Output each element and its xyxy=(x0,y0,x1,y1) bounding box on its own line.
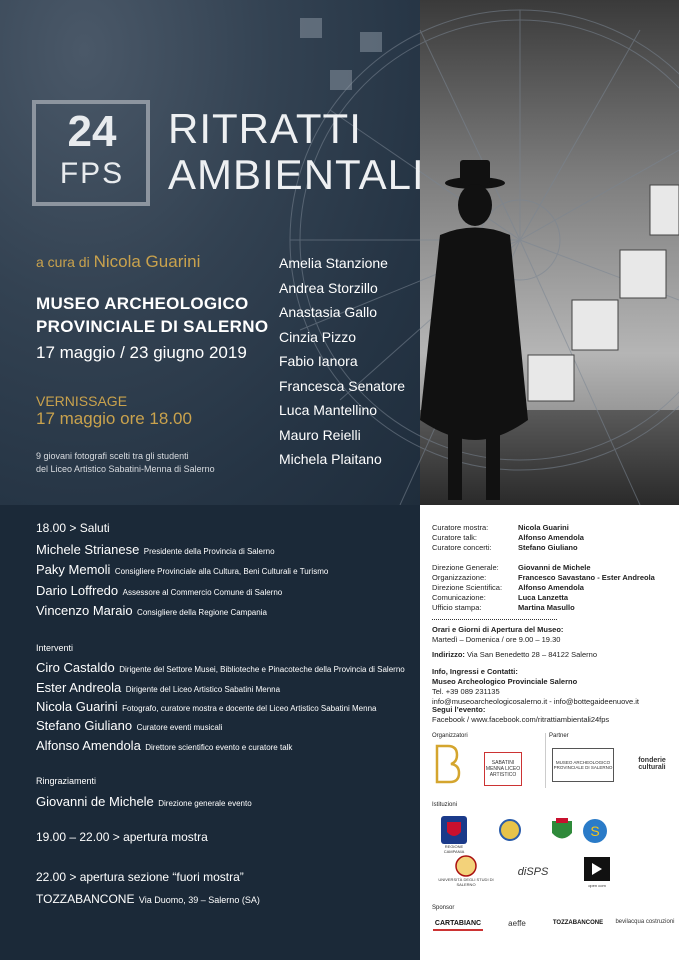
speaker-role: Consigliere della Regione Campania xyxy=(137,608,267,617)
saluti-heading: 18.00 > Saluti xyxy=(36,521,110,535)
staff-key: Ufficio stampa: xyxy=(432,603,482,612)
cartabianca-logo: CARTABIANC xyxy=(433,917,483,931)
aeffe-logo: aeffe xyxy=(508,918,526,928)
greeting-row xyxy=(36,582,282,600)
venue xyxy=(36,292,268,338)
venue-line1: MUSEO ARCHEOLOGICO xyxy=(36,294,249,313)
staff-row xyxy=(432,583,584,592)
speaker-role: Direttore scientifico evento e curatore talk xyxy=(145,743,293,752)
staff-value: Francesco Savastano - Ester Andreola xyxy=(518,573,655,582)
speaker-name: Nicola Guarini xyxy=(36,699,118,714)
regione-label: REGIONE CAMPANIA xyxy=(443,844,465,854)
staff-value: Martina Masullo xyxy=(518,603,575,612)
credit-value: Nicola Guarini xyxy=(518,523,569,532)
speaker-name: Alfonso Amendola xyxy=(36,738,141,753)
note-line2: del Liceo Artistico Sabatini-Menna di Salerno xyxy=(36,464,215,474)
curated-prefix: a cura di xyxy=(36,254,90,270)
fonderie-logo: fonderie culturali xyxy=(638,757,666,771)
interventi-heading: Interventi xyxy=(36,643,74,653)
speaker-name: Dario Loffredo xyxy=(36,583,119,598)
staff-row xyxy=(432,603,575,612)
speaker-name: Giovanni de Michele xyxy=(36,794,154,809)
speaker-role: Direzione generale evento xyxy=(158,799,252,808)
artist-name: Anastasia Gallo xyxy=(279,304,378,320)
staff-row xyxy=(432,573,655,582)
bottega-b-icon xyxy=(434,744,462,784)
credit-value: Alfonso Amendola xyxy=(518,533,584,542)
artists-list xyxy=(279,251,405,472)
vernissage-label: VERNISSAGE xyxy=(36,393,128,409)
opencom-arrow-icon xyxy=(584,857,610,881)
credit-key: Curatore concerti: xyxy=(432,543,492,552)
hours-title: Orari e Giorni di Apertura del Museo: xyxy=(432,625,564,634)
greeting-row xyxy=(36,561,328,579)
address-label: Indirizzo: xyxy=(432,650,465,659)
circle-s-shape-icon xyxy=(582,818,608,844)
curated-by xyxy=(36,252,200,272)
organizzatori-label: Organizzatori xyxy=(432,733,468,739)
speaker-role: Curatore eventi musicali xyxy=(136,723,223,732)
follow-link[interactable]: Facebook / www.facebook.com/ritrattiambientali24fps xyxy=(432,715,610,724)
venue-line2: PROVINCIALE DI SALERNO xyxy=(36,317,269,336)
staff-value: Giovanni de Michele xyxy=(518,563,591,572)
title-line1: RITRATTI xyxy=(168,105,362,152)
speaker-role: Consigliere Provinciale alla Cultura, Beni Culturali e Turismo xyxy=(114,567,329,576)
credit-value: Stefano Giuliano xyxy=(518,543,578,552)
bevilacqua-logo: bevilacqua costruzioni xyxy=(615,919,675,925)
unisa-shape-icon xyxy=(455,855,477,877)
logo-number: 24 xyxy=(67,107,117,156)
thanks-row xyxy=(36,793,252,811)
intervention-row xyxy=(36,717,222,735)
credit-row xyxy=(432,543,578,552)
follow-event xyxy=(432,705,609,725)
staff-key: Direzione Scientifica: xyxy=(432,583,503,592)
tozzabancone-logo: TOZZABANCONE xyxy=(552,920,604,926)
greeting-row xyxy=(36,602,267,620)
hours-text: Martedì – Domenica / ore 9.00 – 19.30 xyxy=(432,635,561,644)
venue-address: Via Duomo, 39 – Salerno (SA) xyxy=(138,895,260,905)
intervention-row xyxy=(36,679,280,697)
regione-crest-icon xyxy=(441,816,467,844)
curator-name: Nicola Guarini xyxy=(93,252,201,271)
exhibition-title xyxy=(168,106,425,198)
venue-name: TOZZABANCONE xyxy=(36,892,135,906)
arrow-right-icon xyxy=(589,861,605,877)
speaker-name: Stefano Giuliano xyxy=(36,718,133,733)
regione-shape-icon xyxy=(445,820,463,840)
speaker-role: Dirigente del Liceo Artistico Sabatini Menna xyxy=(125,685,281,694)
staff-key: Direzione Generale: xyxy=(432,563,499,572)
staff-value: Alfonso Amendola xyxy=(518,583,584,592)
address-text: Via San Benedetto 28 – 84122 Salerno xyxy=(467,650,597,659)
fuori-mostra-line: 22.00 > apertura sezione “fuori mostra” xyxy=(36,870,244,884)
svg-text:S: S xyxy=(590,823,600,839)
partner-label: Partner xyxy=(549,733,569,739)
speaker-role: Presidente della Provincia di Salerno xyxy=(143,547,275,556)
contacts-email: info@museoarcheologicosalerno.it - info@bottegaideenuove.it xyxy=(432,697,640,706)
tozzabancone-venue xyxy=(36,890,260,908)
provincia-crest-icon xyxy=(498,816,522,844)
artist-name: Fabio Ianora xyxy=(279,353,358,369)
speaker-role: Assessore al Commercio Comune di Salerno xyxy=(122,588,283,597)
ringraziamenti-heading: Ringraziamenti xyxy=(36,776,97,786)
museum-hours xyxy=(432,625,563,645)
circle-s-icon xyxy=(582,818,608,844)
contacts-tel: Tel. +39 089 231135 xyxy=(432,687,500,696)
speaker-name: Michele Strianese xyxy=(36,542,140,557)
staff-row xyxy=(432,593,568,602)
liceo-logo: SABATINI MENNA LICEO ARTISTICO xyxy=(484,752,522,786)
students-note xyxy=(36,450,215,476)
staff-row xyxy=(432,563,591,572)
staff-value: Luca Lanzetta xyxy=(518,593,569,602)
contacts-title: Info, Ingressi e Contatti: xyxy=(432,667,518,676)
exhibition-dates: 17 maggio / 23 giugno 2019 xyxy=(36,343,247,362)
staff-key: Comunicazione: xyxy=(432,593,486,602)
artist-name: Luca Mantellino xyxy=(279,402,378,418)
unisa-label: UNIVERSITÀ DEGLI STUDI DI SALERNO xyxy=(438,877,494,887)
speaker-role: Dirigente del Settore Musei, Biblioteche e Pinacoteche della Provincia di Salerno xyxy=(119,665,405,674)
opencom-label: open com xyxy=(588,882,606,888)
comune-shape-icon xyxy=(549,817,575,845)
artist-name: Michela Plaitano xyxy=(279,451,382,467)
intervention-row xyxy=(36,737,292,755)
staff-key: Organizzazione: xyxy=(432,573,487,582)
speaker-role: Fotografo, curatore mostra e docente del Liceo Artistico Sabatini Menna xyxy=(122,704,377,713)
credit-row xyxy=(432,533,584,542)
istituzioni-label: Istituzioni xyxy=(432,802,458,808)
unisa-seal-icon xyxy=(455,855,477,877)
divider xyxy=(432,619,557,620)
divider xyxy=(545,733,546,788)
follow-title: Segui l’evento: xyxy=(432,705,486,714)
speaker-name: Ester Andreola xyxy=(36,680,122,695)
provincia-shape-icon xyxy=(499,817,521,843)
logo-unit: FPS xyxy=(59,157,125,190)
speaker-name: Paky Memoli xyxy=(36,562,111,577)
speaker-name: Vincenzo Maraio xyxy=(36,603,133,618)
credit-row xyxy=(432,523,569,532)
contacts-org: Museo Archeologico Provinciale Salerno xyxy=(432,677,578,686)
intervention-row xyxy=(36,698,376,716)
note-line1: 9 giovani fotografi scelti tra gli studenti xyxy=(36,451,189,461)
vernissage-date: 17 maggio ore 18.00 xyxy=(36,409,192,428)
sponsor-label: Sponsor xyxy=(432,905,455,911)
credit-key: Curatore mostra: xyxy=(432,523,489,532)
bottega-logo xyxy=(433,744,463,784)
opening-hours-line: 19.00 – 22.00 > apertura mostra xyxy=(36,830,208,844)
artist-name: Francesca Senatore xyxy=(279,377,406,394)
speaker-name: Ciro Castaldo xyxy=(36,660,115,675)
intervention-row xyxy=(36,659,405,677)
comune-crest-icon xyxy=(548,816,576,846)
title-line2: AMBIENTALI xyxy=(168,151,425,198)
artist-name: Mauro Reielli xyxy=(279,426,361,443)
artist-name: Andrea Storzillo xyxy=(279,279,378,296)
credit-key: Curatore talk: xyxy=(432,533,478,542)
museum-address xyxy=(432,650,597,660)
24fps-logo xyxy=(32,100,152,208)
museo-logo: MUSEO ARCHEOLOGICO PROVINCIALE DI SALERNO xyxy=(552,748,614,782)
disps-logo: diSPS xyxy=(517,866,549,878)
artist-name: Amelia Stanzione xyxy=(279,255,388,271)
greeting-row xyxy=(36,541,275,559)
artist-name: Cinzia Pizzo xyxy=(279,328,357,345)
contacts xyxy=(432,667,639,707)
